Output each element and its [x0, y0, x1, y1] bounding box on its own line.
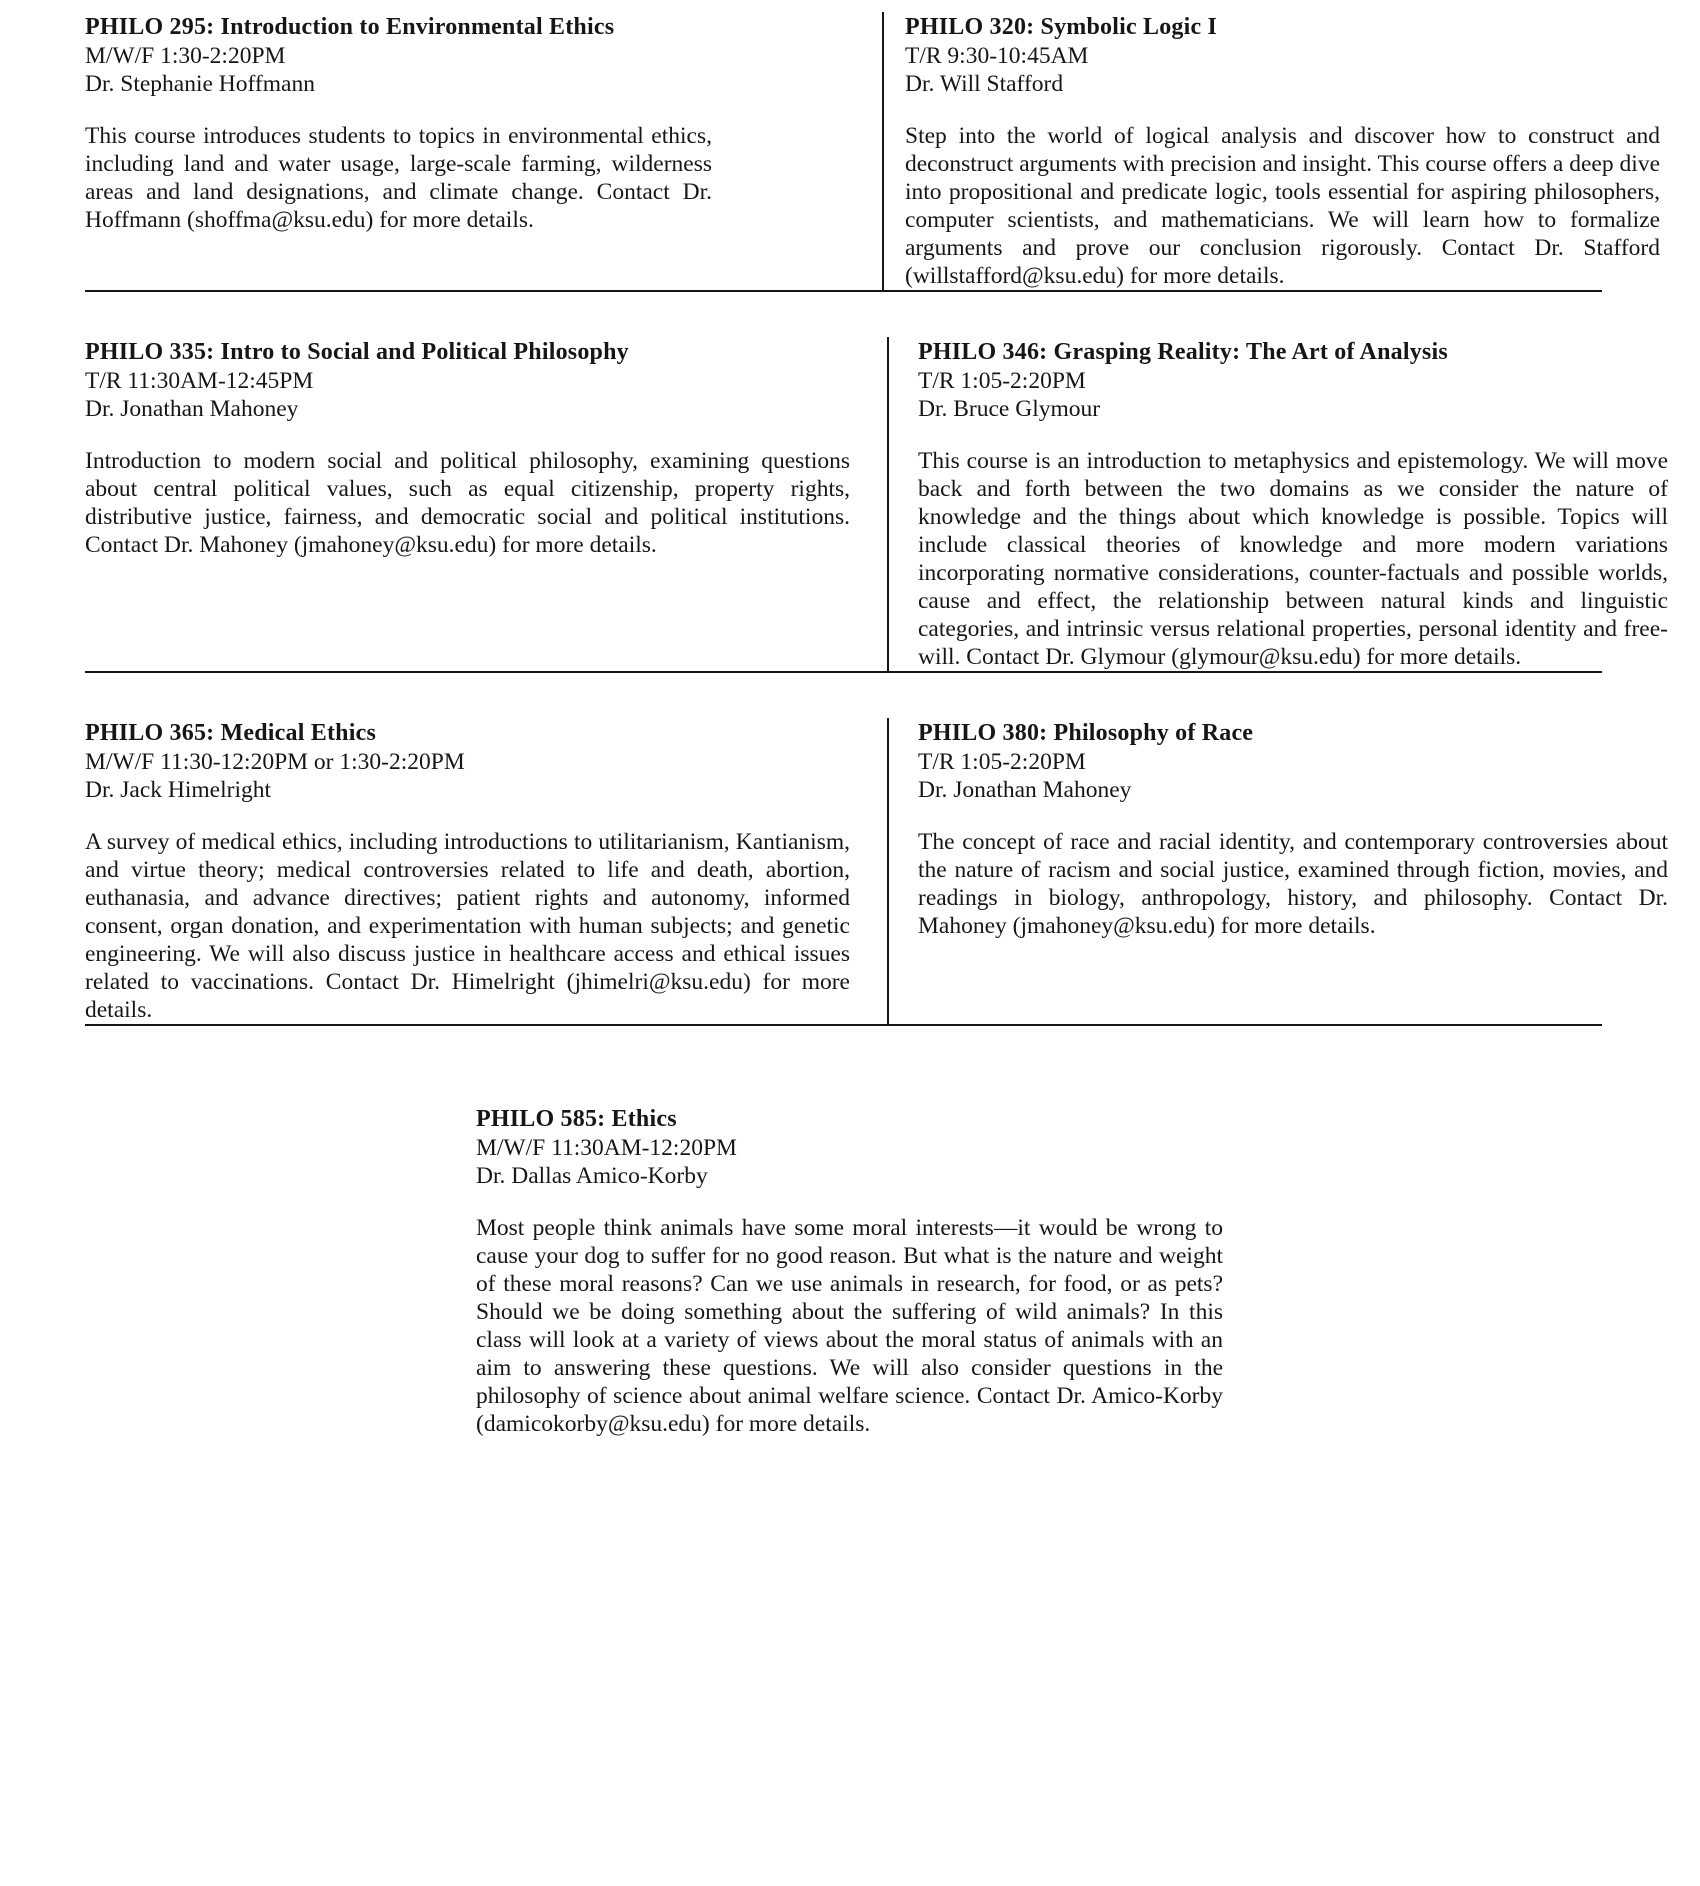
course-instructor: Dr. Bruce Glymour	[918, 396, 1101, 422]
course-schedule: M/W/F 11:30AM-12:20PM	[476, 1135, 737, 1161]
row-divider-3	[85, 1024, 1602, 1026]
course-schedule: M/W/F 1:30-2:20PM	[85, 43, 286, 69]
row4-center-cell	[476, 1104, 1223, 1438]
row2-left-cell	[85, 337, 887, 671]
course-description: The concept of race and racial identity, and contemporary controversies about the nature of racism and social justice, examined through fiction, movies, and readings in biology, anthropology, history, and philosophy. Contact Dr. Mahoney (jmahoney@ksu.edu) for more details.	[918, 829, 1668, 939]
course-card-philo-380	[918, 718, 1668, 940]
catalog-row-3	[85, 718, 1700, 1024]
course-schedule: M/W/F 11:30-12:20PM or 1:30-2:20PM	[85, 749, 465, 775]
course-description: Most people think animals have some moral interests—it would be wrong to cause your dog to suffer for no good reason. But what is the nature and weight of these moral reasons? Can we use animals in research, for food, or as pets? Should we be doing something about the suffering of wild animals? In this class will look at a variety of views about the moral status of animals with an aim to answering these questions. We will also consider questions in the philosophy of science about animal welfare science. Contact Dr. Amico-Korby (damicokorby@ksu.edu) for more details.	[476, 1215, 1223, 1437]
course-instructor: Dr. Jonathan Mahoney	[85, 396, 299, 422]
course-title: PHILO 295: Introduction to Environmental Ethics	[85, 14, 615, 40]
course-description: This course is an introduction to metaphysics and epistemology. We will move back and forth between the two domains as we consider the nature of knowledge and the things about which knowledge is possible. Topics will include classical theories of knowledge and more modern variations incorporating normative considerations, counter-factuals and possible worlds, cause and effect, the relationship between natural kinds and linguistic categories, and intrinsic versus relational properties, personal identity and free-will. Contact Dr. Glymour (glymour@ksu.edu) for more details.	[918, 448, 1668, 670]
course-card-philo-335	[85, 337, 850, 559]
row3-right-cell	[889, 718, 1668, 1024]
row-divider-1	[85, 290, 1602, 292]
course-card-philo-320	[905, 12, 1660, 290]
course-card-philo-346	[918, 337, 1668, 671]
course-title: PHILO 346: Grasping Reality: The Art of Analysis	[918, 339, 1448, 365]
course-title: PHILO 320: Symbolic Logic I	[905, 14, 1218, 40]
course-description: Step into the world of logical analysis and discover how to construct and deconstruct arguments with precision and insight. This course offers a deep dive into propositional and predicate logic, tools essential for aspiring philosophers, computer scientists, and mathematicians. We will learn how to formalize arguments and prove our conclusion rigorously. Contact Dr. Stafford (willstafford@ksu.edu) for more details.	[905, 123, 1660, 289]
course-schedule: T/R 11:30AM-12:45PM	[85, 368, 314, 394]
course-title: PHILO 335: Intro to Social and Political Philosophy	[85, 339, 629, 365]
course-description: This course introduces students to topics in environmental ethics, including land and water usage, large-scale farming, wilderness areas and land designations, and climate change. Contact Dr. Hoffmann (shoffma@ksu.edu) for more details.	[85, 123, 712, 233]
course-title: PHILO 380: Philosophy of Race	[918, 720, 1254, 746]
course-card-philo-365	[85, 718, 850, 1024]
course-instructor: Dr. Stephanie Hoffmann	[85, 71, 315, 97]
course-instructor: Dr. Dallas Amico-Korby	[476, 1163, 708, 1189]
catalog-row-4	[85, 1104, 1700, 1438]
course-title: PHILO 585: Ethics	[476, 1106, 677, 1132]
row1-right-cell	[884, 12, 1660, 290]
course-instructor: Dr. Jack Himelright	[85, 777, 272, 803]
row3-left-cell	[85, 718, 887, 1024]
course-description: Introduction to modern social and political philosophy, examining questions about central political values, such as equal citizenship, property rights, distributive justice, fairness, and democratic social and political institutions. Contact Dr. Mahoney (jmahoney@ksu.edu) for more details.	[85, 448, 850, 558]
course-instructor: Dr. Will Stafford	[905, 71, 1064, 97]
course-card-philo-295	[85, 12, 712, 234]
course-instructor: Dr. Jonathan Mahoney	[918, 777, 1132, 803]
course-schedule: T/R 9:30-10:45AM	[905, 43, 1089, 69]
course-title: PHILO 365: Medical Ethics	[85, 720, 376, 746]
row1-left-cell	[85, 12, 882, 290]
catalog-row-1	[85, 12, 1700, 290]
course-schedule: T/R 1:05-2:20PM	[918, 368, 1086, 394]
course-card-philo-585	[476, 1104, 1223, 1438]
row-divider-2	[85, 671, 1602, 673]
catalog-row-2	[85, 337, 1700, 671]
course-description: A survey of medical ethics, including introductions to utilitarianism, Kantianism, and virtue theory; medical controversies related to life and death, abortion, euthanasia, and advance directives; patient rights and autonomy, informed consent, organ donation, and experimentation with human subjects; and genetic engineering. We will also discuss justice in healthcare access and ethical issues related to vaccinations. Contact Dr. Himelright (jhimelri@ksu.edu) for more details.	[85, 829, 850, 1023]
row2-right-cell	[889, 337, 1668, 671]
course-schedule: T/R 1:05-2:20PM	[918, 749, 1086, 775]
